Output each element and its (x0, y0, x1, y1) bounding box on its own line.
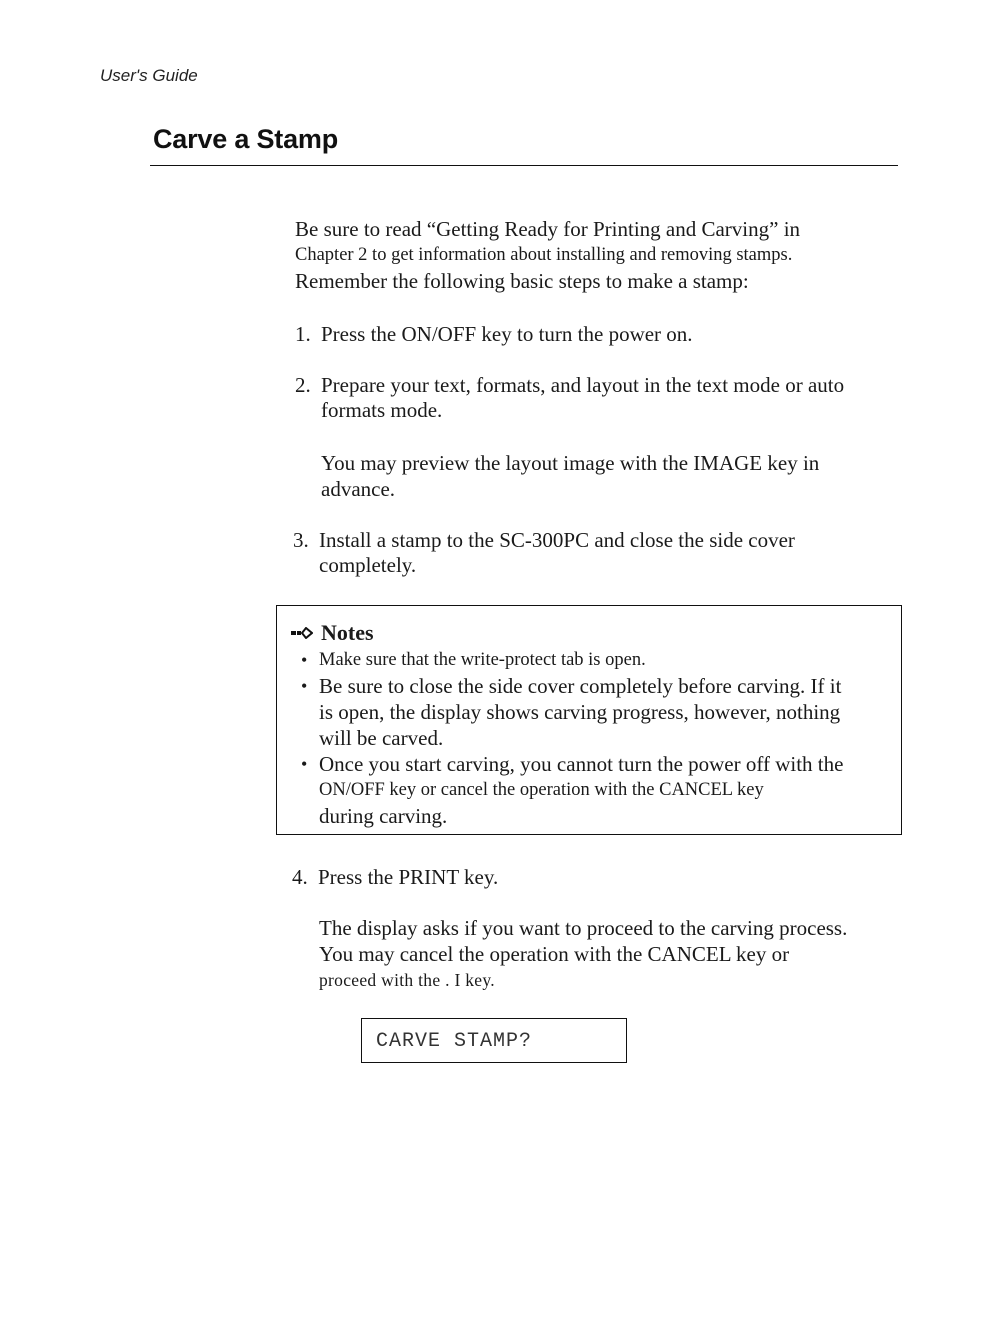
note-line: will be carved. (319, 726, 444, 750)
step-text: Install a stamp to the SC-300PC and close the side cover (319, 528, 795, 552)
intro-line: Be sure to read “Getting Ready for Printing and Carving” in (295, 217, 801, 241)
step-text: Prepare your text, formats, and layout in the text mode or auto (321, 373, 845, 397)
intro-paragraph (295, 216, 905, 294)
note-line: Make sure that the write-protect tab is open. (319, 650, 646, 670)
intro-line: Chapter 2 to get information about installing and removing stamps. (295, 245, 793, 265)
lcd-display-text: CARVE STAMP? (376, 1030, 533, 1053)
note-line: is open, the display shows carving progress, however, nothing (319, 700, 841, 724)
step-text: Press the PRINT key. (318, 865, 499, 889)
lcd-display (361, 1018, 627, 1063)
note-line: Be sure to close the side cover completely before carving. If it (319, 674, 842, 698)
running-header: User's Guide (100, 66, 198, 85)
step-number: 3. (293, 528, 309, 552)
note-line: Once you start carving, you cannot turn the power off with the (319, 752, 844, 776)
detail-line: The display asks if you want to proceed to the carving process. (319, 916, 848, 940)
note-line: during carving. (319, 804, 448, 828)
bullet-icon: • (301, 676, 308, 696)
step-text: formats mode. (321, 398, 443, 422)
step-text: completely. (319, 553, 417, 577)
notes-box (276, 605, 902, 835)
step-number: 1. (295, 322, 311, 346)
detail-line: proceed with the . I key. (319, 970, 495, 990)
bullet-icon: • (301, 650, 308, 670)
notes-arrow-icon (291, 627, 313, 639)
intro-line: Remember the following basic steps to make a stamp: (295, 269, 749, 293)
detail-line: You may preview the layout image with the IMAGE key in (321, 451, 820, 475)
detail-line: advance. (321, 477, 396, 501)
detail-line: You may cancel the operation with the CANCEL key or (319, 942, 790, 966)
note-line: ON/OFF key or cancel the operation with the CANCEL key (319, 780, 764, 800)
step-text: Press the ON/OFF key to turn the power on. (321, 322, 693, 346)
notes-heading (291, 620, 374, 646)
step-4-detail (319, 915, 847, 993)
title-rule (150, 165, 898, 166)
notes-heading-label: Notes (321, 620, 374, 645)
step-number: 4. (292, 865, 308, 889)
section-title: Carve a Stamp (153, 124, 338, 154)
step-2-detail (321, 450, 819, 502)
bullet-icon: • (301, 754, 308, 774)
step-number: 2. (295, 373, 311, 397)
